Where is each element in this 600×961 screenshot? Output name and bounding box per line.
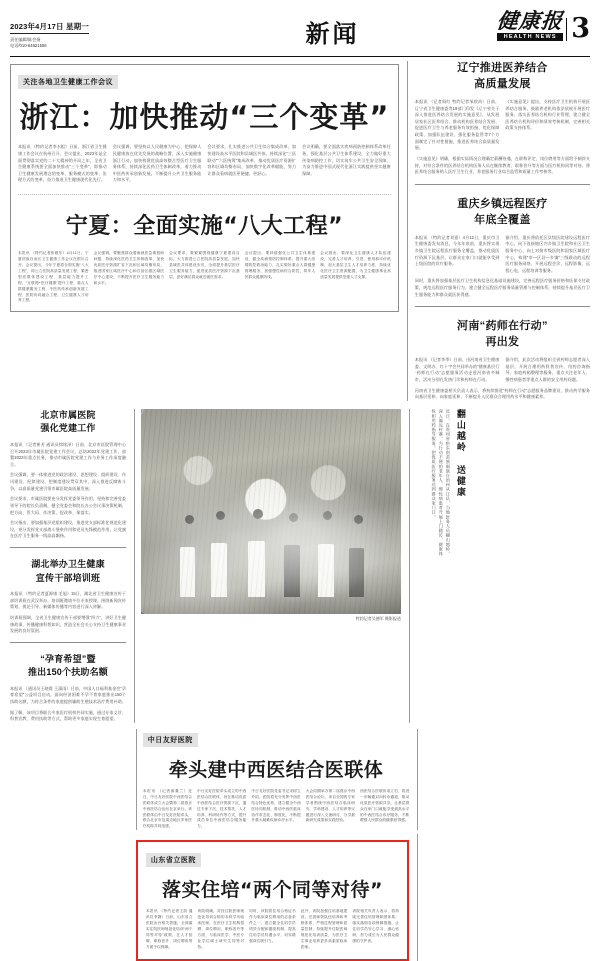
lower-left-spacer <box>10 729 128 830</box>
chongqing-body-tail: 同时，重庆将加强基层医疗卫生机构信息化基础设施建设，完善远程医疗服务价格和医保支付政策，规范远程医疗服务行为，建立健全远程医疗服务质量管理与控制体系，持续提升基层医疗卫生服务能力和群众就医获得感。 <box>414 278 590 297</box>
shandong-article-box <box>136 840 409 960</box>
body-column: 会议要求，要紧紧围绕健康宁夏建设目标，大力推进公立医院高质量发展，加快县域医共体建设步伐，全面提升基层医疗卫生服务能力，促进优质医疗资源下沉基层，更好满足群众就近就医需求。 <box>169 251 240 279</box>
headline-line: 重庆乡镇远程医疗 <box>457 197 548 210</box>
body-column: 该院相关负责人表示，将持续完善住培管理制度体系，落实落细各项保障措施，让住培学员安心学习、潜心钻研，努力成长为人民群众健康的守护者。 <box>352 909 400 943</box>
headline-line: 宣传干部培训班 <box>35 572 101 583</box>
headline-hubei <box>10 558 126 585</box>
headline-zhejiang: 浙江：加快推动“三个变革” <box>19 100 390 134</box>
headline-zhongri: 牵头建中西医结合医联体 <box>168 758 384 781</box>
body-column: 本报讯 （记者阎红 特约记者邹欣芮）日前，辽宁省卫生健康委等19部门印发《辽宁省关于深入推进医养结合发展的实施意见》，从发展居家社区医养结合、推动机构医养结合发展、促进医疗卫生与养老服务有效衔接、优化保障政策、加强队伍建设、强化服务监管等7个方面制定了针对性措施，推进医养结合高质量发展。 <box>414 98 500 151</box>
ningxia-body <box>18 251 391 304</box>
body-column: 本报讯 （特约记者夏源康 毛旭）15日，湖北省卫生健康宣传干部培训班在武汉举办。培训班邀请多位专家授课，围绕新闻宣传策划、舆论引导、新媒体传播等内容进行深入讲解。 <box>10 591 127 610</box>
liaoning-body-tail: 《实施意见》明确，根据实际情况合理确定薪酬待遇，在职称评定、岗位聘用等方面给予倾斜支持，对符合条件的医养结合机构医务人员在继续教育、职称晋升等方面与医疗机构同等对待。将医养结合服务纳入医疗卫生行业、养老服务行业综合监管和质量工作考核等。 <box>414 155 590 175</box>
paper-logo <box>495 8 590 45</box>
body-column: 会议要求，市属医院要充分发挥党委领导作用，坚持和完善党委领导下的院长负责制，健全党委会和院长办公会议事决策机制，把方向、管大局、作决策、促改革、保落实。 <box>10 496 127 515</box>
body-column: 本报讯 （特约记者张敬东）4月11日，宁夏回族自治区卫生健康工作会议在银川召开。会议提出，今年宁夏将全面实施“八大工程”，即公立医院高质量发展工程、紧密型医联体建设工程、基层能力提升工程、“互联网+医疗健康”提升工程、重点人群健康服务工程、中医药传承创新发展工程、医防协同融合工程、卫生健康人才培养工程。 <box>18 251 89 303</box>
phone-line: 电话/010-64621506 <box>10 42 47 48</box>
right-sidebar <box>407 61 590 401</box>
article-tag-shandong: 山东省立医院 <box>146 853 201 867</box>
body-column: 《实施意见》提出，支持医疗卫生机构开展医养结合服务，鼓励养老机构依法依规开展医疗服务。落实医养结合机构行业管理，建立健全医养结合机构评价和绩效考核机制，完善相关政策支持体系。 <box>505 98 591 131</box>
body-column: 据介绍，此次活动将组织全省药师志愿者深入基层，开展合理用药科普宣传、用药咨询指导、家庭药箱整理等服务，重点关注老年人、慢性病患者等重点人群的安全用药问题。 <box>505 357 591 382</box>
body-column: 本报讯 （记者薛董兰）近日，中日友好医院中西医结合医联体成立大会暨第二届燕京中西医结合论坛在京举行。该医联体由中日友好医院牵头，联合北京市及周边地区多家医疗机构共同组建。 <box>142 788 193 829</box>
section-divider <box>18 194 391 195</box>
paper-name-en: HEALTH NEWS <box>497 33 563 41</box>
body-column: 会议指出，要深化卫生健康人才队伍建设，完善人才培养、引进、使用和评价机制，加大基层卫生人才培养力度，持续优化医疗卫生资源配置，为卫生健康事业高质量发展提供坚强人才支撑。 <box>320 251 391 279</box>
zhejiang-body <box>18 144 391 184</box>
liaoning-body <box>415 99 590 152</box>
article-divider <box>415 184 590 185</box>
photo-caption-title: 翻山越岭 送健康 <box>455 408 466 498</box>
middle-section <box>10 409 590 723</box>
body-column: 本报讯 （特约记者王凯 通讯员李静）日前，山东省立医院出台相关措施，全面落实住院医师规范化培训“两个同等对待”政策，在人才招聘、职称晋升、岗位聘用等方面予以保障。 <box>145 909 193 949</box>
body-column: 培训班强调，全省卫生健康宣传干部要增强“四力”，讲好卫生健康故事，传播健康科普知识，营造全社会关心支持卫生健康事业发展的良好氛围。 <box>10 614 127 634</box>
headline-line: 再出发 <box>485 336 520 349</box>
article-tag-zhongri: 中日友好医院 <box>143 733 198 747</box>
body-column: 中日友好医院牵头成立的中西医结合医联体，旨在推动优质中西医结合医疗资源下沉，通过专家下沉、技术帮扶、人才培养、科研协作等方式，提升成员单位中西医结合服务能力。 <box>197 788 247 829</box>
article-divider <box>10 642 126 643</box>
column-tag: 关注各地卫生健康工作会议 <box>18 75 118 89</box>
body-column: 会议强调，要聚焦群众看病就医急难愁盼问题，持续深化医药卫生体制改革，加快优质医疗资源扩容下沉和区域均衡布局，推进国家区域医疗中心和自治区级区域医疗中心建设，不断提升医疗卫生服务能力和水平。 <box>93 251 165 285</box>
photo-caption-body: 近日，在贵州省黔东南苗族侗族自治州从江县，当地医务人员翻山越岭，深入偏远村寨，为行动不便的老年人、慢性病患者开展上门随访、健康体检和用药指导服务，把优质医疗服务送到群众家门口。 <box>431 408 451 556</box>
body-column: 会议强调，要一体推进党的政治建设、思想建设、组织建设、作风建设、纪律建设，把制度建设贯穿其中，深入推进反腐败斗争，以高质量党建引领市属医院高质量发展。 <box>10 472 127 491</box>
headline-line: “孕育希望”暨 <box>40 653 96 664</box>
headline-henan <box>415 319 590 351</box>
headline-chongqing <box>415 197 590 229</box>
headline-line: 湖北举办卫生健康 <box>31 559 105 569</box>
photo-caption-block <box>409 409 468 723</box>
top-left-box-wrap <box>10 61 399 401</box>
body-column: 会议强调，要坚持以人民健康为中心，把保障人民健康放在优先发展的战略位置，深入实施健康浙江行动，加快构建优质高效整合型医疗卫生服务体系，持续深化医药卫生体制改革，着力推动中医药传承创新发展，不断提升公共卫生服务能力和水平。 <box>112 144 202 183</box>
body-column: 本报讯 （特约记者李水根）日前，浙江省卫生健康工作会议在杭州召开。会议提出，2023年是全面贯彻落实党的二十大精神的开局之年，全省卫生健康系统要全面加快推动“三个变革”，即推动卫生健康发展理念的变革、服务模式的变革、治理方式的变革，奋力推进卫生健康现代化先行。 <box>18 144 107 183</box>
article-divider <box>415 306 590 307</box>
body-column: 本报讯 （记者李季）日前，由河南省卫生健康委、文明办、红十字会共同举办的“健康基层行·药师在行动”志愿服务活动走进河南省多城市，活动分别在发热门诊和药师在行动。 <box>414 357 500 382</box>
body-column: 会议要求，扎实推进公共卫生综合集成改革，加快建设高水平医院和县域医共体，持续深化“三医联动”“六医统筹”集成改革，推动优质医疗资源扩容和区域均衡布局，加快数字化改革赋能，努力让群众看病就医更便捷、更舒心。 <box>207 144 297 176</box>
body-column: 西医结合医联体成立后，将进一步畅通双向转诊通道，推动优质医疗资源共享，让基层群众在家门口就能享受到高水平的中西医结合诊疗服务，不断增强人民群众的健康获得感。 <box>360 788 410 823</box>
body-column: 据了解，该项目将联合多家医疗机构共同实施，通过专家义诊、科普宣教、费用扶助等方式，帮助更多家庭实现生育愿望。 <box>10 709 127 722</box>
section-title: 新闻 <box>305 20 360 48</box>
headline-line: 推出150个扶助名额 <box>27 667 109 678</box>
news-photo <box>141 409 401 614</box>
headline-line: 年底全覆盖 <box>474 213 531 226</box>
right-sidebar-spacer <box>476 409 590 723</box>
article-divider <box>10 547 126 548</box>
photo-block <box>134 409 401 723</box>
headline-line: 高质量发展 <box>474 77 531 90</box>
chongqing-body <box>415 235 590 275</box>
headline-line: 强化党建工作 <box>40 423 96 434</box>
redbox-left-spacer <box>10 834 128 960</box>
shandong-article-wrap <box>136 834 409 960</box>
headline-beijing <box>10 409 126 436</box>
lower-right-spacer <box>417 729 590 830</box>
body-column: 大会同期举办第二届燕京中西医结合论坛，来自全国的专家学者围绕中西医结合临床研究、学科建设、人才培养等议题进行深入交流研讨，分享最新研究成果和实践经验。 <box>305 788 356 823</box>
headline-ningxia: 宁夏：全面实施“八大工程” <box>65 214 344 240</box>
paper-name-cn: 健康报 <box>495 8 565 33</box>
redbox-right-spacer <box>417 834 590 960</box>
masthead-left <box>10 0 210 49</box>
headline-liaoning <box>415 61 590 93</box>
zhongri-article <box>136 729 410 830</box>
body-column: 会议明确，要全面落实疾病预防控制体系改革任务，强化基层公共卫生体系建设，全力做好重大传染病防控工作，切实筑牢公共卫生安全屏障，为奋力推进中国式现代化浙江实践提供坚实健康保障。 <box>302 144 391 176</box>
shandong-body <box>146 909 399 950</box>
body-column: 本报讯 （记者崔芳 通讯员徐铭泽）日前，北京市医院管理中心召开2023年市属医院党建工作会议，总结2022年党建工作，部署2023年重点任务，推动市属医院党建工作与业务工作深度融合。 <box>10 441 127 467</box>
masthead-center <box>210 0 455 49</box>
mid-left-column <box>10 409 126 723</box>
body-column: 本报讯 （特约记者刘嘉）4月12日，重庆市卫生健康委发布消息，今年年底前，重庆将实现乡镇卫生院远程医疗服务全覆盖，推动优质医疗资源下沉基层，让群众在家门口就能享受到上级医院的诊疗服务。 <box>414 234 500 267</box>
masthead-right <box>455 0 590 45</box>
body-column: 该院明确，对经住院医师规范化培训合格的本科学历临床医师，在医疗卫生机构招聘、岗位聘用、职称晋升等方面，与临床医学、中医专业学位硕士研究生同等对待。 <box>197 909 245 949</box>
body-column: 本报讯 （通讯员王晓霞 王潇雨）日前，中国人口福利基金会“孕育希望”公益项目启动，面向经济困难不孕不育家庭推出150个扶助名额，为符合条件的家庭提供辅助生殖技术治疗费用补助。 <box>10 685 127 704</box>
headline-fertility-project <box>10 653 126 680</box>
page-number: 3 <box>566 18 590 41</box>
column-tag-wrap <box>18 71 391 89</box>
body-column: 会议提出，要持续强化公共卫生体系建设，健全疾病预防控制体系，提升重大疫情防控救治能力，扎实做好重点人群健康管理服务，加强慢性病综合防控，筑牢人民群众健康防线。 <box>244 251 316 279</box>
zhongri-body <box>143 789 410 830</box>
headline-line: 河南“药师在行动” <box>457 320 548 333</box>
featured-box <box>10 64 399 312</box>
lower-section <box>10 729 590 830</box>
headline-shandong: 落实住培“两个同等对待” <box>161 879 383 902</box>
headline-line: 辽宁推进医养结合 <box>457 62 548 74</box>
top-section <box>10 61 590 401</box>
masthead-rule <box>10 56 590 57</box>
body-column: 会议指出，要加强基层党组织建设，推进党支部标准化规范化建设，充分发挥党支部战斗堡垒作用和党员先锋模范作用，让党旗在医疗卫生服务一线高高飘扬。 <box>10 520 127 539</box>
body-column: 据介绍，重庆将依托区县级医院建设远程医疗中心，向下连接辖区内乡镇卫生院和社区卫生服务中心，向上对接市级医院和国家区域医疗中心，构建“市—区县—乡镇”三级联动的远程医疗服务网络，开展远程会诊、远程影像、远程心电、远程培训等服务。 <box>505 234 591 273</box>
body-column: 中日友好医院党委书记宋树立介绍，医院将充分发挥中西医结合特色优势，建立健全中西医协同机制，推动中西医临床协作常态化、制度化，不断提升重大疑难疾病诊疗水平。 <box>251 788 301 823</box>
publication-date: 2023年4月17日 星期一 <box>10 21 89 34</box>
body-column: 同时，该院将住培合格证书作为临床岗位聘用的必备条件之一，建立健全住培学员绩效分配和激励机制，提高住培学员待遇水平，切实增强岗位吸引力。 <box>249 909 296 943</box>
masthead-meta <box>10 37 210 50</box>
photo-credit: 特约记者吴德军 摄影报道 <box>355 615 401 621</box>
redbox-section <box>10 834 590 960</box>
headline-line: 北京市属医院 <box>40 409 96 420</box>
henan-body <box>415 357 590 384</box>
body-column: 此外，该院加强住培基地建设，完善师资队伍培养和考核体系，严格过程管理和质量控制，持续提升住院医师规范化培训质量，为医疗卫生事业培养更多高素质临床医师。 <box>300 909 348 949</box>
henan-body-tail: 河南省卫生健康委相关负责人表示，将持续推进“药师在行动”志愿服务品牌建设，推动药学服务向基层延伸、向家庭延伸，不断提升人民群众合理用药水平和健康素养。 <box>414 387 590 400</box>
editor-line: 责任编辑/陈会扬 <box>10 36 41 42</box>
masthead <box>10 0 590 54</box>
